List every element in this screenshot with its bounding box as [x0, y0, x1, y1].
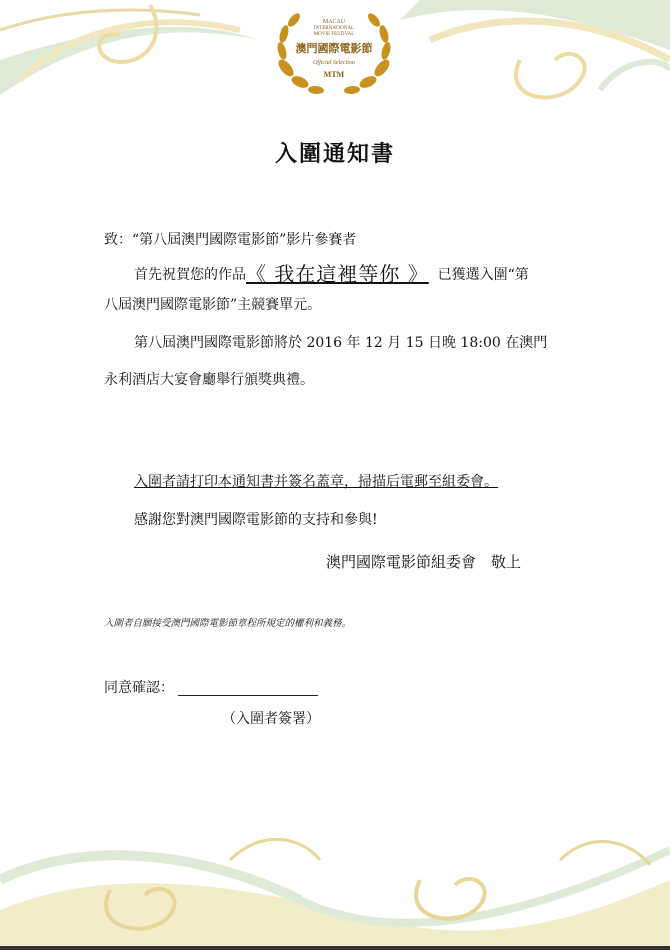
congrats-prefix: 首先祝賀您的作品 — [134, 267, 246, 283]
congrats-line-1 — [134, 262, 529, 286]
bottom-decoration — [0, 820, 670, 950]
signoff-line: 澳門國際電影節組委會 敬上 — [326, 553, 522, 571]
congrats-line-2: 八屆澳門國際電影節”主競賽單元。 — [104, 297, 322, 313]
page-title: 入圍通知書 — [274, 141, 395, 167]
congrats-suffix: 已獲選入圍“第 — [437, 267, 529, 283]
logo-line-mtm: MTM — [323, 70, 345, 79]
terms-note: 入圍者自願接受澳門國際電影節章程所規定的權利和義務。 — [104, 618, 352, 629]
logo-line-official-selection: Official Selection — [313, 60, 355, 66]
thanks-line: 感謝您對澳門國際電影節的支持和參與! — [134, 512, 378, 528]
signature-hint: （入圍者簽署） — [222, 711, 320, 727]
film-title: 《 我在這裡等你 》 — [246, 262, 429, 286]
instruction-line: 入圍者請打印本通知書并簽名蓋章，掃描后電郵至組委會。 — [134, 474, 498, 490]
ceremony-line-2: 永利酒店大宴會廳舉行頒獎典禮。 — [104, 372, 314, 388]
recipient-line: 致：“第八屆澳門國際電影節”影片參賽者 — [104, 232, 357, 248]
bottom-border — [0, 946, 670, 950]
logo-line-chinese-name: 澳門國際電影節 — [295, 43, 373, 55]
confirm-label: 同意確認： — [104, 680, 174, 696]
signature-field[interactable] — [178, 681, 318, 696]
logo-line-macau: MACAU — [322, 19, 346, 25]
festival-laurel-logo — [272, 6, 396, 98]
confirm-row — [104, 680, 318, 696]
logo-line-international: INTERNATIONAL — [314, 26, 354, 31]
ceremony-line-1: 第八屆澳門國際電影節將於 2016 年 12 月 15 日晚 18:00 在澳門 — [134, 335, 548, 351]
logo-line-movie-festival: MOVIE FESTIVAL — [313, 32, 355, 37]
